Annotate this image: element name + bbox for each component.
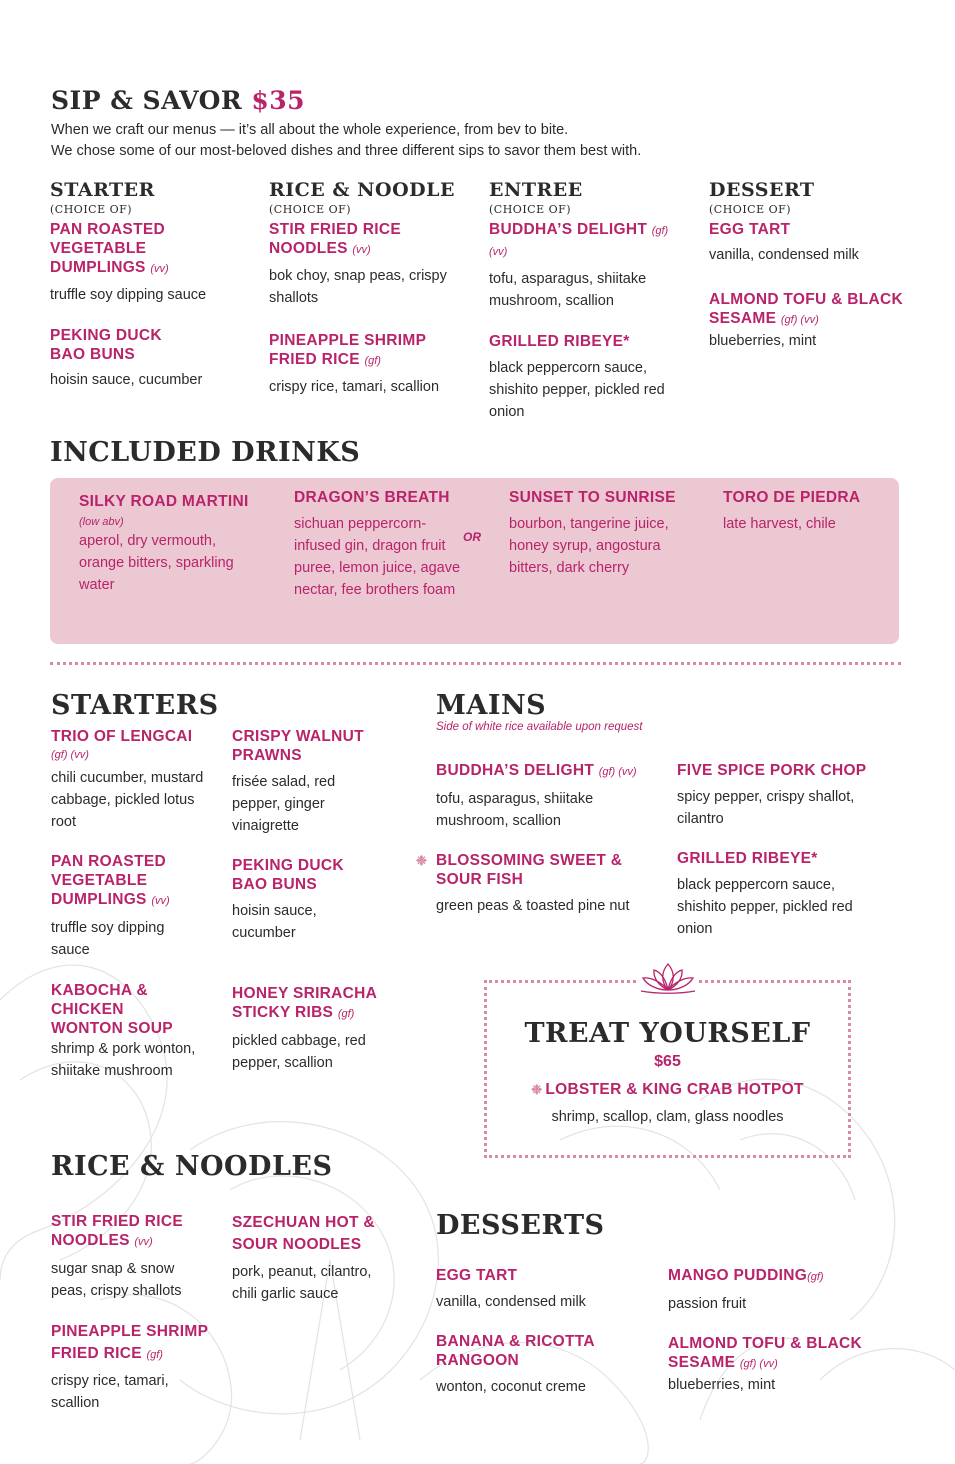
dish-name-text: PAN ROASTED VEGETABLE DUMPLINGS	[51, 853, 166, 908]
dish-name	[51, 852, 211, 911]
dietary-tag: (gf)	[337, 1008, 355, 1020]
dish-description: pork, peanut, cilantro, chili garlic sauce	[232, 1264, 372, 1302]
dish-name	[489, 220, 684, 262]
dietary-tag: (gf)	[146, 1349, 163, 1361]
dish-name: GRILLED RIBEYE*	[677, 850, 818, 867]
prix-entree-heading: ENTREE	[489, 179, 583, 201]
dish-name	[436, 761, 661, 782]
dish-name: SZECHUAN HOT & SOUR NOODLES	[232, 1214, 375, 1253]
treat-yourself-heading: TREAT YOURSELF	[524, 1018, 811, 1049]
drink-description: sichuan peppercorn-infused gin, dragon fruit puree, lemon juice, agave nectar, fee brothers foam	[294, 516, 461, 598]
mains-column-right	[677, 761, 877, 940]
dietary-tag: (gf) (vv)	[489, 225, 669, 258]
dish-name: PEKING DUCK BAO BUNS	[232, 857, 344, 893]
dish-name-text: LOBSTER & KING CRAB HOTPOT	[545, 1081, 804, 1098]
dish-name: BANANA & RICOTTA RANGOON	[436, 1333, 595, 1369]
blossom-bullet-icon: ❉	[531, 1082, 543, 1097]
dish-description: tofu, asparagus, shiitake mushroom, scallion	[436, 791, 594, 829]
dish-name-text: HONEY SRIRACHA STICKY RIBS	[232, 985, 377, 1021]
dish-name-text: STIR FRIED RICE NOODLES	[51, 1213, 183, 1249]
included-drinks-heading: INCLUDED DRINKS	[50, 437, 361, 468]
prix-entree-column	[489, 179, 689, 423]
section-divider	[50, 662, 901, 665]
dish-description: blueberries, mint	[668, 1377, 776, 1393]
dish-description: sugar snap & snow peas, crispy shallots	[51, 1261, 182, 1299]
sip-savor-price: $35	[251, 86, 306, 115]
dish-name	[232, 984, 397, 1024]
dietary-tag: (vv)	[151, 895, 170, 907]
drink-name: SUNSET TO SUNRISE	[509, 489, 676, 506]
lotus-icon-wrap	[637, 960, 699, 996]
dish-description: blueberries, mint	[709, 333, 817, 349]
sip-savor-title	[51, 86, 305, 115]
dish-name: GRILLED RIBEYE*	[489, 333, 630, 350]
dish-name-text: BLOSSOMING SWEET & SOUR FISH	[436, 852, 623, 888]
dietary-tag: (gf) (vv)	[739, 1358, 778, 1370]
dish-name-text: MANGO PUDDING	[668, 1267, 808, 1284]
dish-name-text: ALMOND TOFU & BLACK SESAME	[668, 1335, 862, 1371]
desserts-heading: DESSERTS	[436, 1210, 605, 1241]
lotus-icon	[637, 960, 699, 996]
drink-name: DRAGON’S BREATH	[294, 489, 450, 506]
included-drinks-panel	[50, 478, 899, 644]
dish-name: TRIO OF LENGCAI	[51, 728, 193, 745]
dietary-tag: (vv)	[150, 263, 169, 275]
dish-description: bok choy, snap peas, crispy shallots	[269, 268, 447, 306]
dish-name: CRISPY WALNUT PRAWNS	[232, 728, 364, 764]
dish-description: hoisin sauce, cucumber	[232, 903, 317, 941]
dish-name-text: PAN ROASTED VEGETABLE DUMPLINGS	[50, 221, 165, 276]
choice-of-label: (CHOICE OF)	[50, 203, 133, 216]
drink-description: aperol, dry vermouth, orange bitters, sparkling water	[79, 533, 234, 593]
drink-description: bourbon, tangerine juice, honey syrup, angostura bitters, dark cherry	[509, 516, 669, 576]
dish-name	[51, 1321, 226, 1366]
dietary-tag: (vv)	[134, 1236, 153, 1248]
starters-heading: STARTERS	[51, 690, 219, 721]
dish-description: black peppercorn sauce, shishito pepper, pickled red onion	[677, 877, 853, 937]
dish-description: vanilla, condensed milk	[709, 247, 859, 263]
dietary-tag: (gf) (vv)	[780, 314, 819, 326]
dish-description: wonton, coconut creme	[436, 1379, 586, 1395]
dish-name: KABOCHA & CHICKEN WONTON SOUP	[51, 982, 173, 1037]
dish-name	[668, 1266, 898, 1287]
dish-description: tofu, asparagus, shiitake mushroom, scallion	[489, 271, 647, 309]
dish-description: crispy rice, tamari, scallion	[269, 379, 440, 395]
dish-description: truffle soy dipping sauce	[50, 287, 207, 303]
treat-dish-name	[484, 1080, 851, 1099]
drink-name: SILKY ROAD MARTINI	[79, 493, 249, 510]
prix-dessert-column	[709, 179, 919, 352]
drink-item	[723, 489, 893, 535]
drink-tag: (low abv)	[79, 516, 124, 528]
dish-description: spicy pepper, crispy shallot, cilantro	[677, 789, 855, 827]
dish-description: green peas & toasted pine nut	[436, 898, 630, 914]
mains-column-left	[416, 761, 661, 917]
drink-item	[294, 489, 466, 601]
dish-name	[269, 220, 444, 260]
dish-name-text: ALMOND TOFU & BLACK SESAME	[709, 291, 903, 327]
dietary-tag: (gf) (vv)	[51, 749, 89, 761]
drink-description: late harvest, chile	[723, 516, 836, 532]
dish-name-text: BUDDHA’S DELIGHT	[436, 762, 595, 779]
dish-description: passion fruit	[668, 1296, 747, 1312]
dietary-tag: (gf)	[807, 1271, 824, 1283]
blossom-bullet-icon: ❉	[416, 853, 428, 868]
dish-description: crispy rice, tamari, scallion	[51, 1373, 169, 1411]
treat-dish-description: shrimp, scallop, clam, glass noodles	[551, 1109, 784, 1125]
mains-note: Side of white rice available upon request	[436, 721, 643, 733]
dish-name	[50, 220, 225, 279]
drink-item	[79, 493, 264, 596]
dish-name: EGG TART	[436, 1267, 518, 1284]
drink-item	[509, 489, 699, 579]
desserts-column-right	[668, 1266, 898, 1396]
dish-name	[416, 851, 626, 889]
rice-noodles-column-left	[51, 1212, 226, 1414]
starters-column-right	[232, 727, 402, 1074]
or-label: OR	[463, 530, 481, 544]
intro-line-1: When we craft our menus — it’s all about the whole experience, from bev to bite.	[51, 122, 569, 138]
sip-savor-intro	[51, 120, 911, 162]
sip-savor-title-text: SIP & SAVOR	[51, 86, 243, 115]
dish-name-text: BUDDHA’S DELIGHT	[489, 221, 648, 238]
dish-name	[51, 1212, 211, 1252]
drink-name: TORO DE PIEDRA	[723, 489, 861, 506]
dish-description: chili cucumber, mustard cabbage, pickled lotus root	[51, 770, 204, 830]
dietary-tag: (gf) (vv)	[598, 766, 637, 778]
dietary-tag: (gf)	[364, 355, 381, 367]
rice-noodles-heading: RICE & NOODLES	[51, 1151, 333, 1182]
dish-name: PEKING DUCK BAO BUNS	[50, 327, 162, 363]
dietary-tag: (vv)	[352, 244, 371, 256]
dish-name-text: PINEAPPLE SHRIMP FRIED RICE	[51, 1323, 208, 1362]
dish-name: FIVE SPICE PORK CHOP	[677, 762, 867, 779]
intro-line-2: We chose some of our most-beloved dishes and three different sips to savor them best with.	[51, 143, 642, 159]
prix-rice-column	[269, 179, 469, 398]
prix-starter-heading: STARTER	[50, 179, 155, 201]
dish-description: truffle soy dipping sauce	[51, 920, 165, 958]
desserts-column-left	[436, 1266, 646, 1398]
dish-description: shrimp & pork wonton, shiitake mushroom	[51, 1041, 196, 1079]
choice-of-label: (CHOICE OF)	[489, 203, 572, 216]
rice-noodles-column-right	[232, 1212, 407, 1305]
choice-of-label: (CHOICE OF)	[709, 203, 792, 216]
dish-description: pickled cabbage, red pepper, scallion	[232, 1033, 366, 1071]
starters-column-left	[51, 727, 221, 1082]
dish-description: frisée salad, red pepper, ginger vinaigrette	[232, 774, 336, 834]
dish-name	[269, 331, 454, 371]
mains-heading: MAINS	[436, 690, 547, 721]
choice-of-label: (CHOICE OF)	[269, 203, 352, 216]
dish-name	[709, 290, 914, 330]
dish-name: EGG TART	[709, 221, 791, 238]
dish-name	[668, 1334, 878, 1374]
dish-description: hoisin sauce, cucumber	[50, 372, 203, 388]
dish-name-text: STIR FRIED RICE NOODLES	[269, 221, 401, 257]
prix-dessert-heading: DESSERT	[709, 179, 815, 201]
prix-starter-column	[50, 179, 250, 391]
treat-yourself-price: $65	[654, 1053, 681, 1070]
dish-description: black peppercorn sauce, shishito pepper, pickled red onion	[489, 360, 665, 420]
prix-rice-heading: RICE & NOODLE	[269, 179, 455, 201]
dish-description: vanilla, condensed milk	[436, 1294, 586, 1310]
dish-name-text: PINEAPPLE SHRIMP FRIED RICE	[269, 332, 426, 368]
